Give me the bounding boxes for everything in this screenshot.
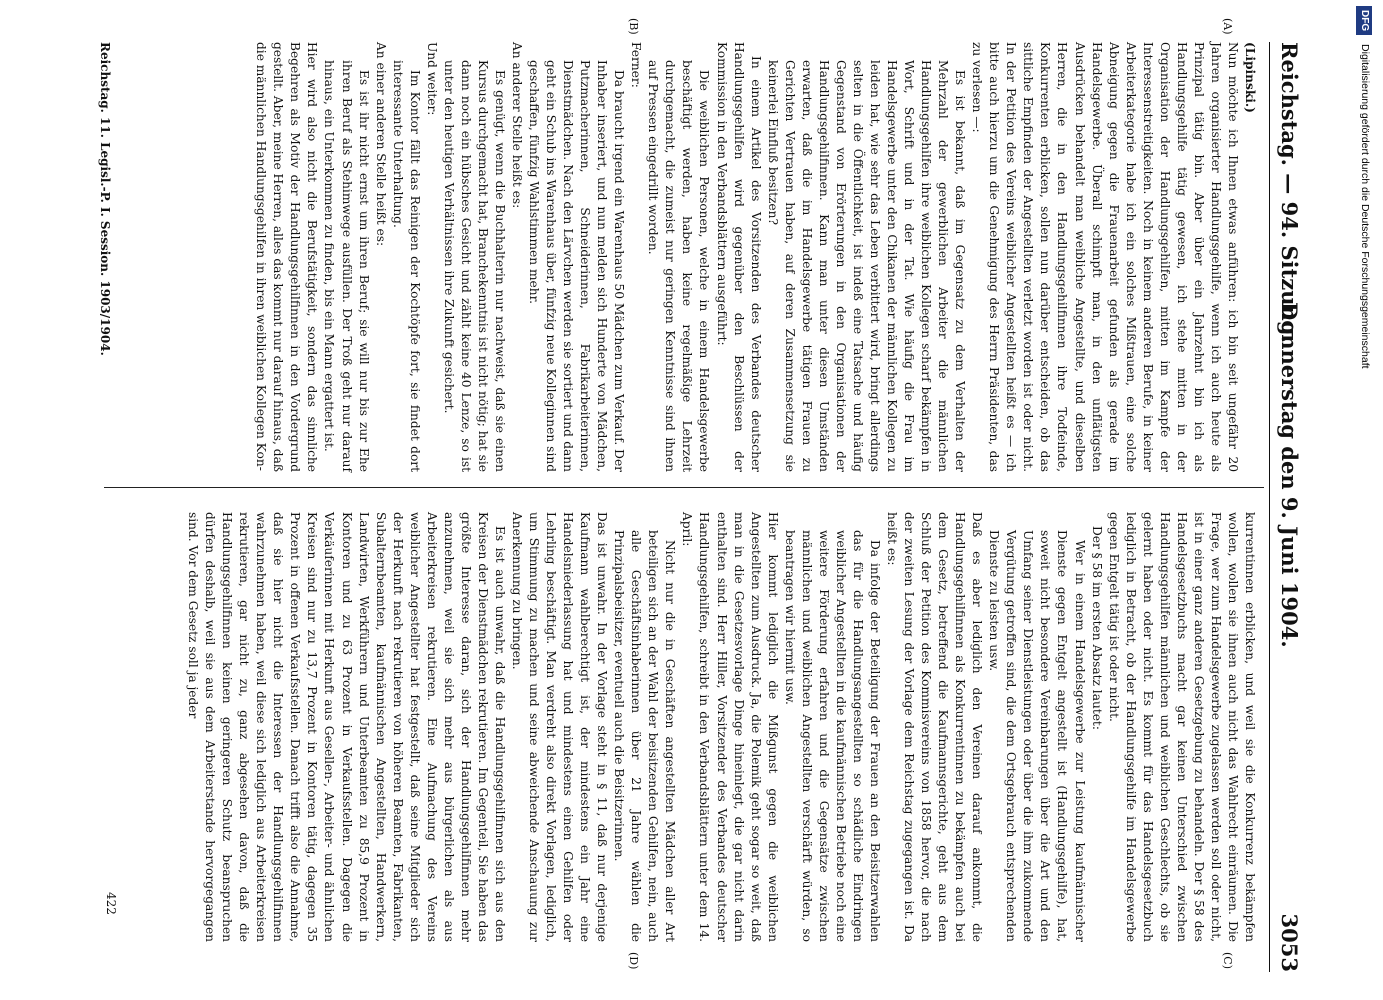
quoted-paragraph: Im Kontor fällt das Reinigen der Kochtöpfe fort, sie findet dort interessante Unterhaltung. [390, 60, 422, 472]
body-paragraph: In einem Artikel des Vorsitzenden des Verbandes deutscher Handlungsgehilfen wird gegenüber den Beschlüssen der Kommission in den Verbandsblättern ausgeführt: [714, 42, 763, 472]
header-date: Donnerstag den 9. Juni 1904. [1277, 302, 1302, 648]
quoted-paragraph: Da braucht irgend ein Warenhaus 50 Mädchen zum Verkauf. Der Inhaber inseriert, und nun melden sich Hunderte von Mädchen, Putzmacherinnen, Schneiderinnen, Fabrikarbeiterinnen, Dienstmädchen. Nach den Lärvchen werden sie sortiert und dann geht ein Schub ins Warenhaus über, fünfzig neue Kolleginnen sind geschaffen, fünfzig Wahlstimmen mehr. [527, 60, 627, 472]
column-divider [104, 487, 1264, 488]
body-paragraph: kurrentinnen erblicken, und weil sie die Konkurrenz bekämpfen wollen, wollen sie ihnen auch nicht das Wahlrecht einräumen. Die Frage, wer zum Handelsgewerbe zugelassen werden soll oder nicht, ist in einer ganz anderen Gesetzgebung zu behandeln. Der § 58 des Handelsgesetzbuchs macht gar keinen Unterschied zwischen Handlungsgehilfen männlichen und weiblichen Geschlechts, ob sie gelernt haben oder nicht. Es kommt für das Handelsgesetzbuch lediglich in Betracht, ob der Handlungsgehilfe im Handelsgewerbe gegen Entgelt tätig ist oder nicht. [1106, 512, 1257, 942]
body-paragraph: Das ist unwahr. In der Vorlage steht in § 11, daß nur derjenige Kaufmann wahlberechtigt ist, der mindestens ein Jahr eine Handelsniederlassung hat und mindestens einen Gehilfen oder Lehrling beschäftigt. Man verdreht also direkt Vorlagen, lediglich, um Stimmung zu machen und seine abweichende Anschauung zur Anerkennung zu bringen. [509, 512, 610, 942]
speaker-label: (Lipinski.) [1243, 42, 1257, 113]
digitization-credit: Digitalisierung gefördert durch die Deutsche Forschungsgemeinschaft [1359, 44, 1371, 369]
quoted-paragraph: Es ist ihr nicht ernst um ihren Beruf; sie will nur bis zur Ehe ihren Beruf als Stehimwege ausfüllen. Der Troß geht nur darauf hinaus, ein Unterkommen zu finden, bis ein Mann ergattert ist. [322, 60, 371, 472]
body-paragraph: Hier kommt lediglich die Mißgunst gegen die weiblichen Angestellten zum Ausdruck. Ja, die Polemik geht sogar so weit, daß man in die Gesetzesvorlage Dinge hineinlegt, die gar nicht darin enthalten sind. Herr Hiller, Vorsitzender des Verbandes deutscher Handlungsgehilfen, schreibt in den Verbandsblättern unter dem 14. April: [680, 512, 780, 942]
margin-marker-d: (D) [627, 952, 640, 970]
bottom-page-number: 422 [104, 892, 118, 915]
digitization-note [1355, 6, 1379, 996]
margin-marker-c: (C) [1221, 952, 1234, 969]
quoted-paragraph: Die weiblichen Personen, welche in einem Handelsgewerbe beschäftigt werden, haben keine regelmäßige Lehrzeit durchgemacht, die zumeist nur geringen Kenntnisse sind ihnen auf Pressen eingedrillt worden. [646, 60, 712, 472]
body-paragraph: Hier wird also nicht die Berufstätigkeit, sondern das sinnliche Begehren als Motiv der Handlungsgehilfinnen in den Vordergrund gestellt. Aber, meine Herren, alles das kommt nur darauf hinaus, daß die männlichen Handlungsgehilfen in ihren weiblichen Kollegen Kon- [254, 42, 320, 472]
body-paragraph: Daß es aber lediglich den Vereinen darauf ankommt, die Handlungsgehilfinnen als Konkurrentinnen zu bekämpfen auch bei dem Gesetz, betreffend die Kaufmannsgerichte, geht aus dem Schluß der Petition des Kommisvereins von 1858 hervor, die nach der zweiten Lesung der Vorlage dem Reichstag zugegangen ist. Da heißt es: [885, 512, 985, 942]
dfg-logo: DFG [1356, 6, 1372, 35]
body-paragraph: An anderer Stelle heißt es: [509, 42, 524, 209]
quoted-paragraph: Da infolge der Beteiligung der Frauen an den Beisitzerwahlen das für die Handlungsangestellten so schädliche Eindringen weiblicher Angestellten in die kaufmännischen Betriebe noch eine weitere Förderung erfahren und die Gegensätze zwischen männlichen und weiblichen Angestellten verschärft würden, so beantragen wir hiermit usw. [782, 530, 882, 942]
body-paragraph: Ferner: [629, 42, 644, 88]
quoted-paragraph: Nicht nur die in Geschäften angestellten Mädchen aller Art beteiligen sich an der Wahl der beisitzenden Gehilfen, nein, auch alle Geschäftsinhaberinnen über 21 Jahre wählen die Prinzipalsbeisitzer, eventuell auch die Beisitzerinnen. [612, 530, 678, 942]
header-session: Reichstag. — 94. Sitzung. [1277, 42, 1302, 343]
left-text-column [252, 42, 1258, 472]
page-header [1269, 42, 1310, 972]
body-paragraph: Der § 58 im ersten Absatz lautet: [1089, 526, 1104, 730]
body-paragraph: Es ist auch unwahr, daß die Handlungsgehilfinnen sich aus den Kreisen der Dienstmädchen rekrutieren. Im Gegenteil, Sie haben das größte Interesse daran, sich der Handlungsgehilfinnen mehr anzunehmen, weil sie sich mehr aus bürgerlichen als aus Arbeiterkreisen rekrutieren. Eine Aufmachung des Vereins weiblicher Angestellter hat festgestellt, daß seine Mitglieder sich der Herkunft nach rekrutieren von höheren Beamten, Fabrikanten, Subalternbeamten, kaufmännischen Angestellten, Handwerkern, Landwirten, Werkführern und Unterbeamten zu 85,9 Prozent in Kontoren und zu 63 Prozent in Verkaufsstellen. Dagegen die Verkäuferinnen mit Herkunft aus Gesellen-, Arbeiter- und ähnlichen Kreisen sind nur zu 13,7 Prozent in Kontoren tätig, dagegen 35 Prozent in offenen Verkaufsstellen. Danach trifft also die Annahme, daß sie hier nicht die Interessen der Handlungsgehilfinnen wahrzunehmen haben, weil diese sich lediglich aus Arbeiterkreisen rekrutieren, gar nicht zu, ganz abgesehen davon, daß die Handlungsgehilfinnen keinen geringeren Schutz beanspruchen dürfen deshalb, weil sie aus dem Arbeiterstande hervorgegangen sind. Vor dem Gesetz soll ja jeder [186, 512, 507, 942]
quoted-paragraph: Es ist bekannt, daß im Gegensatz zu dem Verhalten der Mehrzahl der gewerblichen Arbeiter die männlichen Handlungsgehilfen ihre weiblichen Kollegen scharf bekämpfen in Wort, Schrift und in der Tat. Wie häufig die Frau im Handelsgewerbe unter den Chikanen der männlichen Kollegen zu leiden hat, wie sehr das Leben verbittert wird, bringt allerdings selten in die Öffentlichkeit, ist indeß eine Tatsache und häufig Gegenstand von Erörterungen in den Organisationen der Handlungsgehilfinnen. Kann man unter diesen Umständen erwarten, daß die im Handelsgewerbe tätigen Frauen zu Gerichten Vertrauen haben, auf deren Zusammensetzung sie keinerlei Einfluß besitzen? [765, 60, 968, 472]
quoted-paragraph: Es genügt, wenn die Buchhalterin nur nachweist, daß sie einen Kursus durchgemacht hat, Branchekenntnis ist nicht nötig; hat sie dann noch ein hübsches Gesicht und zählt keine 40 Lenze, so ist unter den heutigen Verhältnissen ihre Zukunft gesichert. [441, 60, 507, 472]
rotated-page [40, 12, 1330, 982]
header-page-number: 3053 [1277, 913, 1302, 972]
quoted-paragraph: Wer in einem Handelsgewerbe zur Leistung kaufmännischer Dienste gegen Entgelt angestellt ist (Handlungsgehilfe), hat, soweit nicht besondere Vereinbarungen über die Art und den Umfang seiner Dienstleistungen oder über die ihm zukommende Vergütung getroffen sind, die dem Ortsgebrauch entsprechenden Dienste zu leisten usw. [987, 530, 1087, 942]
body-paragraph: An einer anderen Stelle heißt es: [373, 42, 388, 247]
page-footer: Reichstag. 11. Legisl.-P. I. Session. 1903/1904. [98, 42, 112, 356]
body-paragraph: Nun möchte ich Ihnen etwas anführen: ich bin seit ungefähr 20 Jahren organisierter Handlungsgehilfe, wenn ich auch heute als Prinzipal tätig bin. Aber über ein Jahrzehnt bin ich als Handlungsgehilfe tätig gewesen, ich stehe mitten in der Organisation der Handlungsgehilfen, mitten im Kampfe der Interessenstreitigkeiten. Noch in keinem anderen Berufe, in keiner Arbeiterkategorie habe ich ein solches Mißtrauen, eine solche Abneigung gegen die Frauenarbeit gefunden als gerade im Handelsgewerbe. Überall schimpft man, in den unflätigsten Ausdrücken behandelt man weibliche Angestellte, und dieselben Herren, die in den Handlungsgehilfinnen ihre Todfeinde, Konkurrenten erblicken, sollen nun darüber entscheiden, ob das sittliche Empfinden der Angestellten verletzt worden ist oder nicht. In der Petition des Vereins weiblicher Angestellten heißt es — ich bitte auch hierzu um die Genehmigung des Herrn Präsidenten, das zu verlesen —: [970, 42, 1240, 472]
margin-marker-a: (A) [1221, 18, 1234, 35]
body-paragraph: Und weiter: [424, 42, 439, 116]
right-text-column [184, 512, 1258, 942]
margin-marker-b: (B) [627, 18, 640, 35]
